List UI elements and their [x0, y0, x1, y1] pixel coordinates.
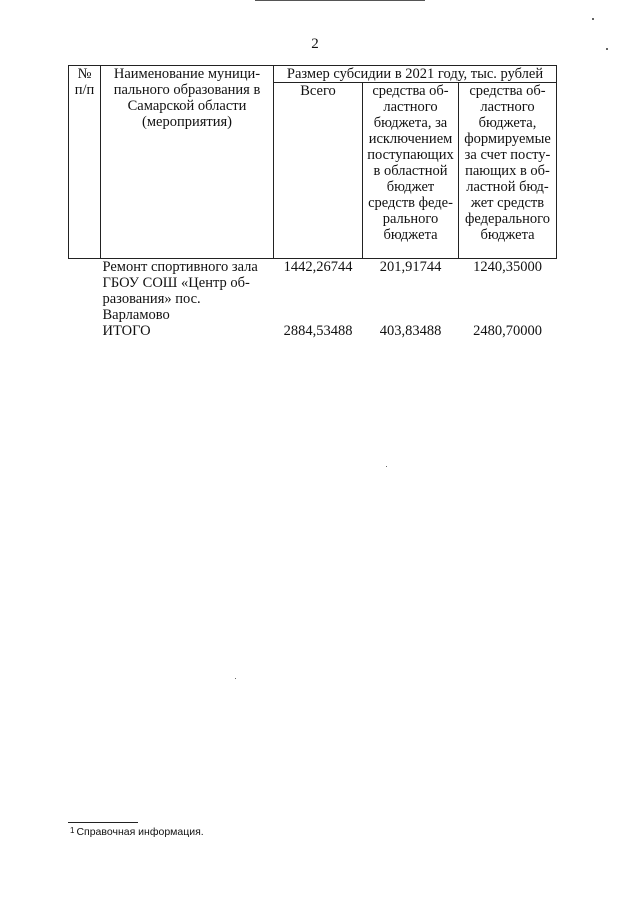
page-number: 2 — [311, 36, 319, 52]
row-total-value: 1442,26744 — [283, 259, 353, 275]
totals-regional-value: 403,83488 — [379, 323, 442, 339]
totals-number — [69, 323, 101, 339]
scan-speck — [235, 678, 236, 679]
footnote-marker: 1 — [70, 826, 75, 835]
totals-total-value: 2884,53488 — [283, 323, 353, 339]
header-subsidy-size: Размер субсидии в 2021 году, тыс. рублей — [274, 66, 557, 83]
row-number — [69, 259, 101, 324]
totals-federal-value: 2480,70000 — [473, 323, 542, 339]
header-municipality: Наименование муници-пального образования в Самарской области (мероприятия) — [101, 66, 274, 259]
footnote — [70, 826, 204, 838]
row-project-name: Ремонт спортивного зала ГБОУ СОШ «Центр об-разования» пос. Варламово — [102, 259, 258, 323]
header-total: Всего — [274, 83, 363, 259]
scan-speck — [592, 18, 594, 20]
scan-speck — [606, 48, 608, 50]
footnote-separator — [68, 822, 138, 823]
top-scan-line — [255, 0, 425, 1]
table-header-row — [69, 66, 557, 83]
header-number: № п/п — [69, 66, 101, 259]
totals-label: ИТОГО — [102, 323, 151, 339]
row-federal-value: 1240,35000 — [473, 259, 542, 275]
subsidy-table — [68, 65, 557, 339]
row-regional-value: 201,91744 — [379, 259, 442, 275]
footnote-text: Справочная информация. — [76, 826, 204, 838]
header-federal-funds: средства об-ластного бюджета, формируемые за счет посту-пающих в об-ластной бюд-жет средств федерального бюджета — [459, 83, 557, 259]
totals-row — [69, 323, 557, 339]
scan-speck — [386, 466, 387, 467]
table-row — [69, 259, 557, 324]
header-regional-funds: средства об-ластного бюджета, за исключением поступающих в областной бюджет средств феде-рального бюджета — [363, 83, 459, 259]
